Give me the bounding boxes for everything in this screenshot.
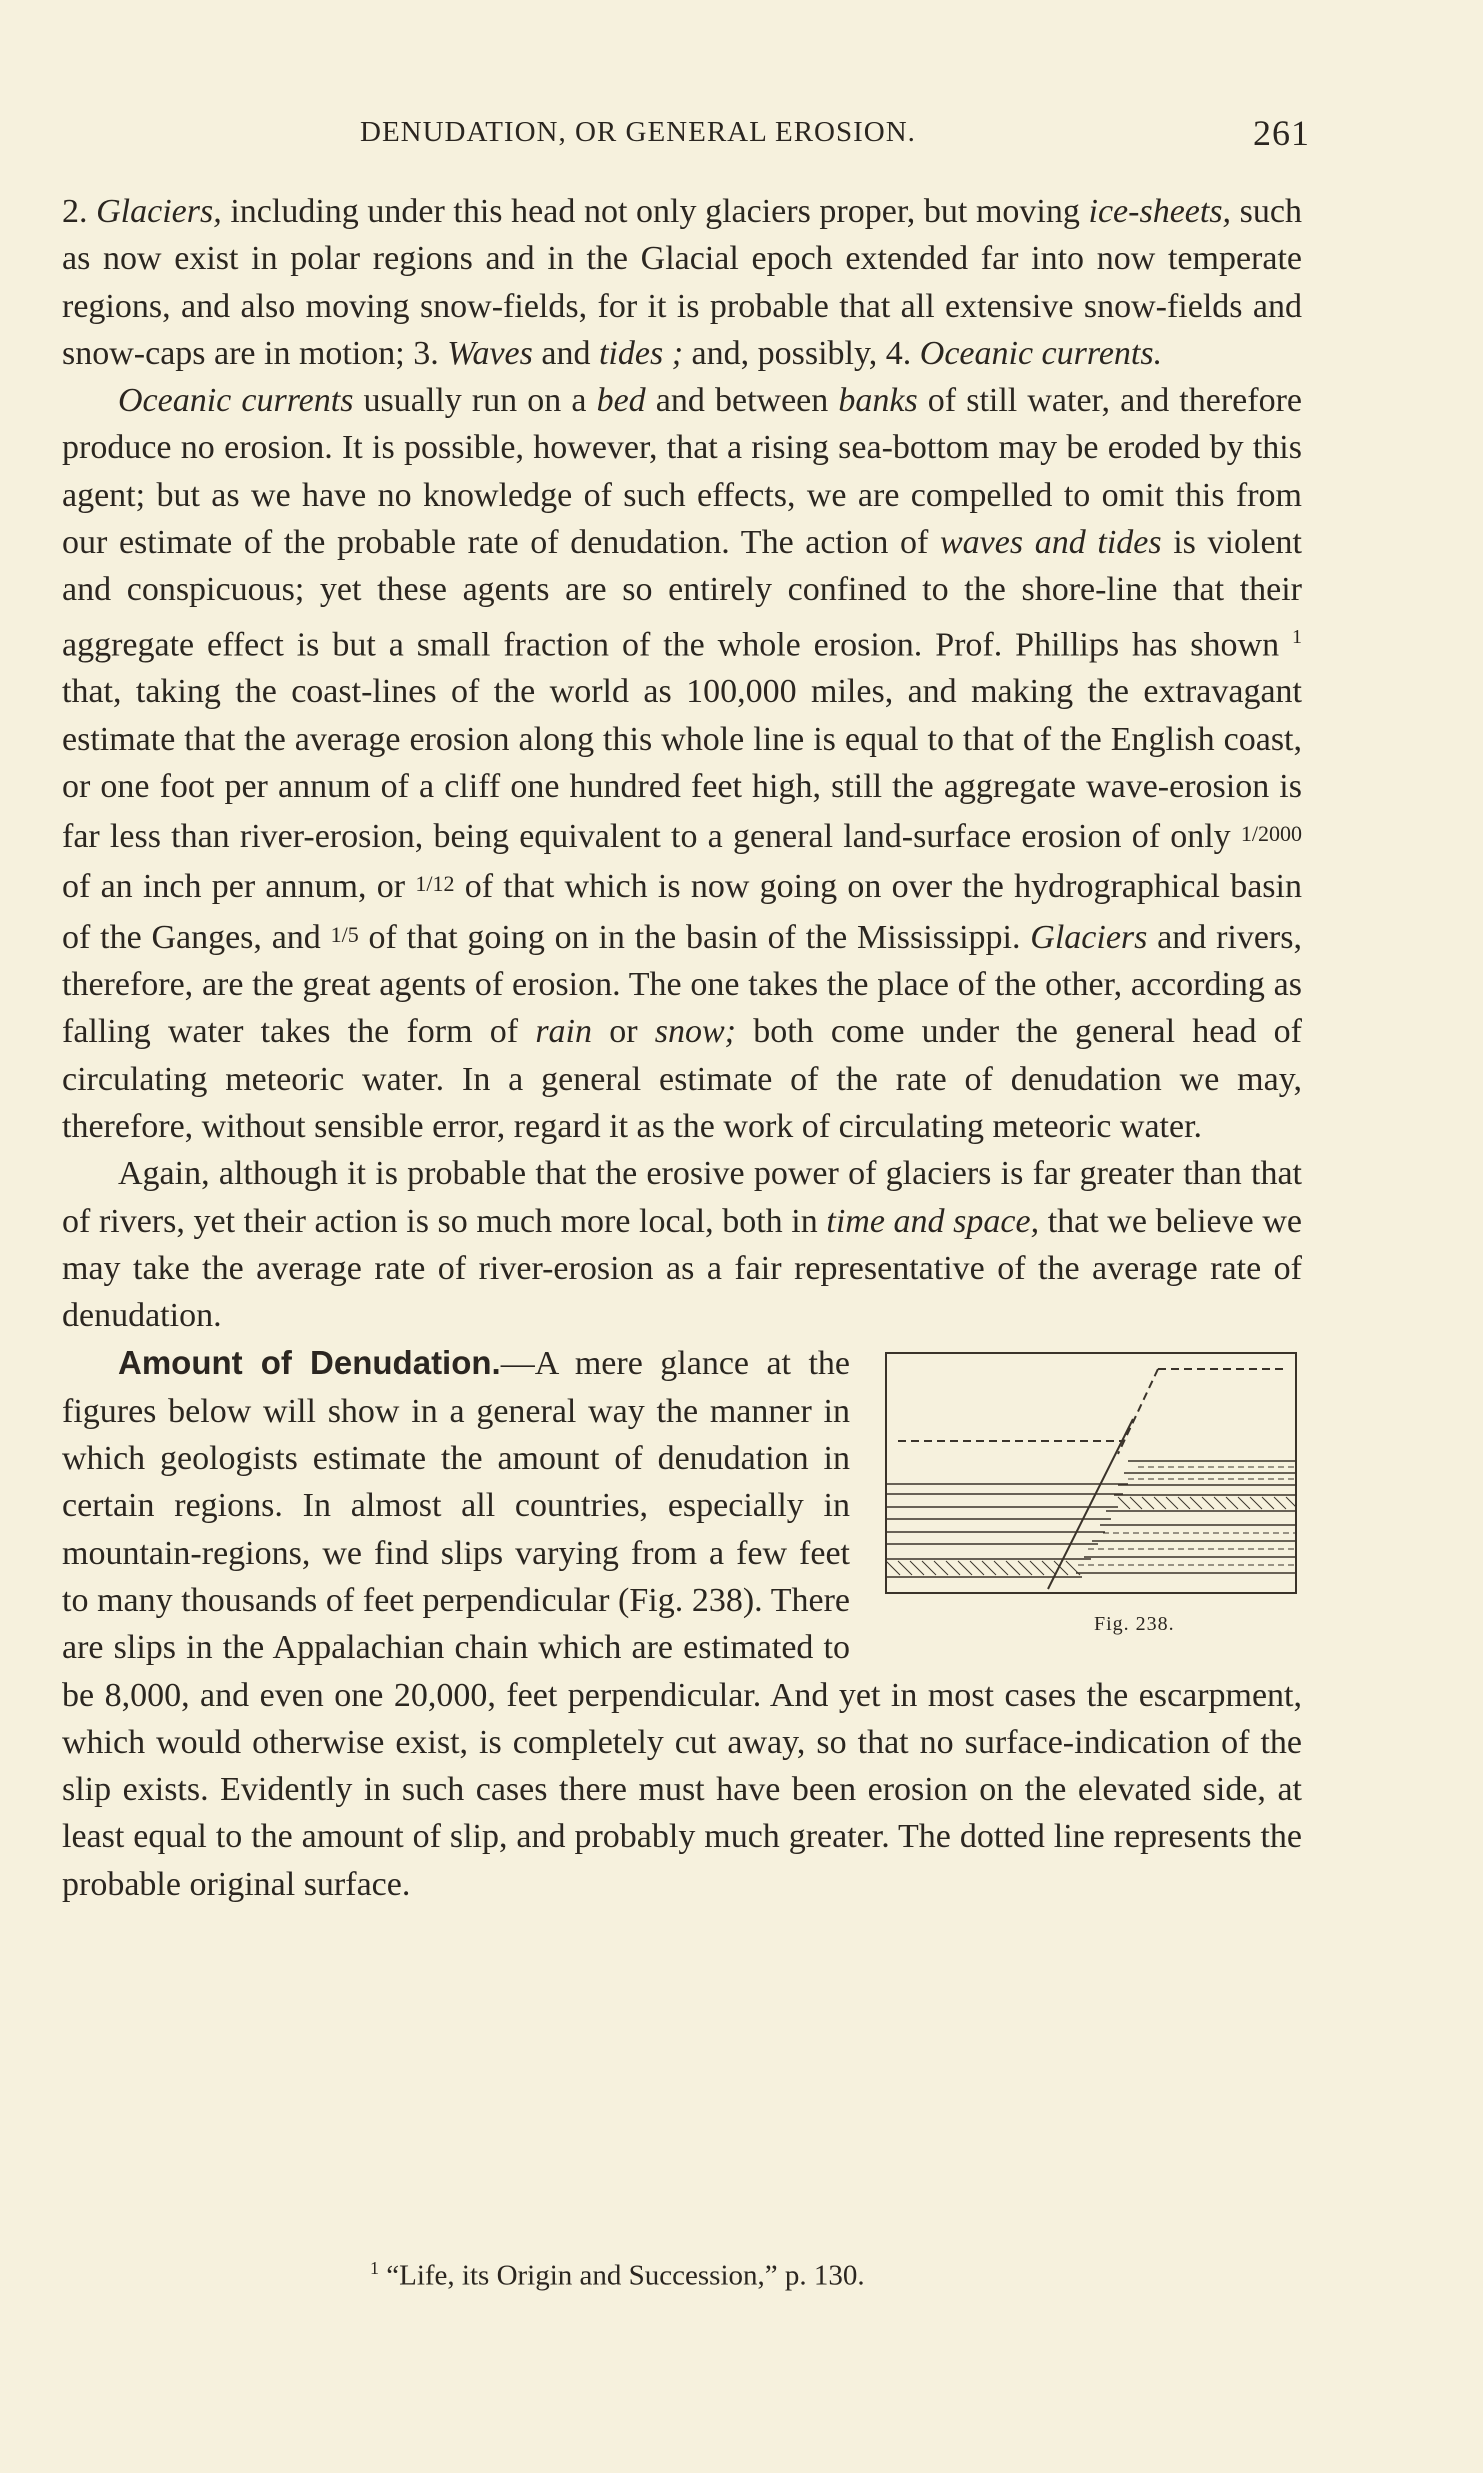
hatch-right [1118,1497,1296,1509]
italic-term: tides ; [598,334,684,372]
fraction: 1/12 [415,871,455,897]
text-run: including under this head not only glaciers proper, but moving [221,193,1089,230]
text-run: and, possibly, 4. [683,334,920,372]
figure-caption: Fig. 238. [1094,1613,1175,1636]
running-header [360,112,1310,162]
text-run: —A mere glance at the figures below will show in a general way the manner in which geologists estimate the amount of denudation in certain regions. In almost all countries, especially in mountain-regions, we find slips varying from a few feet to many thousands of feet perpendicular (Fig. 238). There are slips in the Appalachian chain which are estimated to be 8,000, and even one 20,000, feet perpendicular. And yet in most cases the escarpment, which would otherwise exist, is completely cut away, so that no surface-indication of the slip exists. Evidently in such cases there must have been erosion on the elevated side, at least equal to the amount of slip, and probably much greater. The dotted line represents the probable original surface. [62,1345,1302,1903]
running-title: DENUDATION, OR GENERAL EROSION. [360,116,916,148]
italic-term: snow; [654,1013,736,1051]
hatch-left [886,1561,1080,1575]
section-heading: Amount of Denudation. [118,1344,501,1382]
italic-term: banks [838,382,918,420]
text-run: and rivers, therefore, are the great agents of erosion. The one takes the place of the other, according as falling water takes the form of [62,918,1302,1051]
footnote [370,2258,865,2293]
fault-line [1048,1419,1133,1589]
footnote-number: 1 [370,2258,379,2278]
text-run: and [532,334,599,372]
text-run: that, taking the coast-lines of the world as 100,000 miles, and making the extravagant estimate that the average erosion along this whole line is equal to that of the English coast, or one foot per annum of a cliff one hundred feet high, still the aggregate wave-erosion is far less than river-erosion, being equivalent to a general land-surface erosion of only [62,673,1302,856]
fault-diagram [878,1349,1302,1599]
text-run: of still water, and therefore produce no erosion. It is possible, however, that a rising sea-bottom may be eroded by this agent; but as we have no knowledge of such effects, we are compelled to omit this from our estimate of the probable rate of denudation. The action of [62,382,1302,562]
figure-238 [878,1349,1302,1651]
text-run: usually run on a [353,382,597,420]
italic-term: rain [535,1013,592,1051]
italic-term: Glaciers [1030,918,1148,956]
strata-right [1076,1461,1296,1573]
page-number: 261 [1253,113,1310,153]
text-run: such as now exist in polar regions and in the Glacial epoch extended far into now temperate regions, and also moving snow-fields, for it is probable that all extensive snow-fields and snow-caps are in motion; 3. [62,193,1303,372]
italic-term: time and space, [826,1202,1040,1240]
paragraph-oceanic-currents [62,377,1302,1150]
text-run: is violent and conspicuous; yet these agents are so entirely confined to the shore-line that their aggregate effect is but a small fraction of the whole erosion. Prof. Phillips has shown [62,524,1302,663]
text-run: of that which is now going on over the hydrographical basin of the Ganges, and [62,868,1302,956]
italic-term: Oceanic currents. [919,334,1163,372]
text-run: Again, although it is probable that the erosive power of glaciers is far greater than that of rivers, yet their action is so much more local, both in [62,1155,1302,1240]
paragraph-glaciers-rivers [62,1150,1302,1339]
italic-term: bed [596,382,646,420]
dotted-surface-scarp [1118,1369,1158,1454]
fraction: 1/5 [330,921,359,947]
italic-term: Oceanic currents [118,382,354,420]
paragraph-amount-of-denudation [62,1339,1302,1908]
body-text [62,188,1302,1908]
text-run: 2. [62,193,97,230]
text-run: or [592,1013,655,1051]
text-run: and between [645,382,839,420]
text-run: that we believe we may take the average rate of river-erosion as a fair representative of the average rate of denudation. [62,1202,1302,1335]
footnote-marker: 1 [1292,625,1302,648]
dashes-right [1078,1467,1296,1565]
italic-term: Waves [447,334,533,372]
fraction: 1/2000 [1240,821,1302,847]
text-run: of an inch per annum, or [62,868,416,906]
strata-left [886,1484,1128,1577]
italic-term: waves and tides [940,524,1162,562]
paragraph-agents [62,188,1302,377]
italic-term: Glaciers, [96,193,222,230]
footnote-text: “Life, its Origin and Succession,” p. 130. [379,2259,865,2292]
text-run: of that going on in the basin of the Mississippi. [358,918,1031,956]
italic-term: ice-sheets, [1088,193,1232,230]
text-run: both come under the general head of circulating meteoric water. In a general estimate of the rate of denudation we may, therefore, without sensible error, regard it as the work of circulating meteoric water. [62,1013,1302,1145]
